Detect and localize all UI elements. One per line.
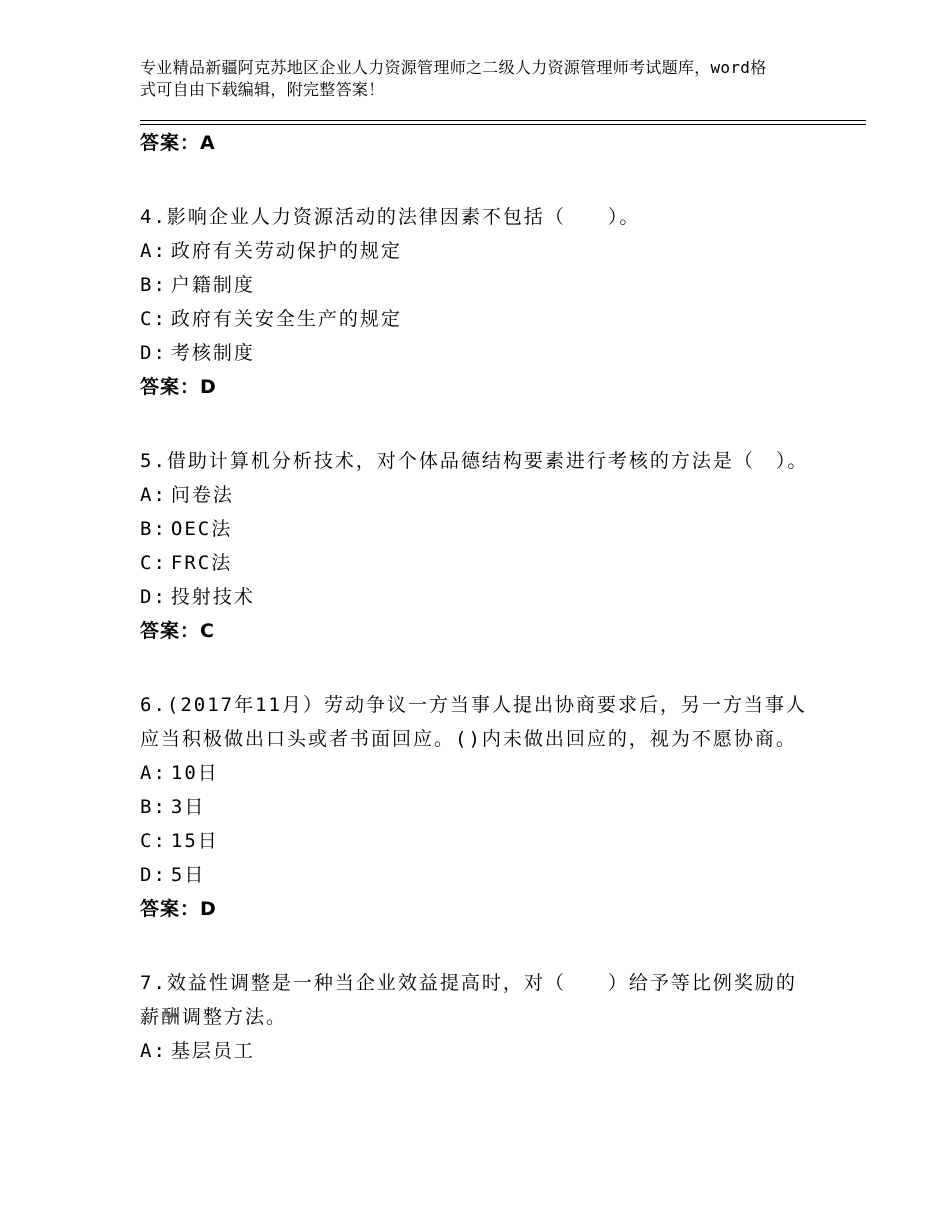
option-text: 政府有关劳动保护的规定	[170, 240, 402, 262]
document-content	[140, 126, 810, 1068]
question-text: 7.效益性调整是一种当企业效益提高时，对（ ）给予等比例奖励的薪酬调整方法。	[140, 972, 797, 1028]
option-text: 3日	[170, 796, 206, 818]
option-letter: D:	[140, 342, 167, 364]
option-text: 政府有关安全生产的规定	[170, 308, 402, 330]
document-header: 专业精品新疆阿克苏地区企业人力资源管理师之二级人力资源管理师考试题库，word格式可自由下载编辑，附完整答案！	[140, 58, 767, 99]
answer-line: 答案：D	[140, 898, 217, 920]
question-text: 5.借助计算机分析技术，对个体品德结构要素进行考核的方法是（ ）。	[140, 450, 809, 472]
question-block	[140, 200, 810, 404]
option-item	[140, 580, 810, 614]
option-text: 投射技术	[170, 586, 255, 608]
option-letter: B:	[140, 274, 167, 296]
option-letter: B:	[140, 796, 167, 818]
option-item	[140, 302, 810, 336]
option-letter: A:	[140, 762, 167, 784]
answer-line: 答案：D	[140, 376, 217, 398]
question-text: 6.(2017年11月）劳动争议一方当事人提出协商要求后，另一方当事人应当积极做出口头或者书面回应。()内未做出回应的，视为不愿协商。	[140, 694, 807, 750]
header-rule-thick	[140, 124, 866, 125]
option-text: 10日	[170, 762, 219, 784]
option-text: 基层员工	[170, 1040, 255, 1062]
question-block	[140, 688, 810, 926]
option-letter: D:	[140, 864, 167, 886]
option-item	[140, 234, 810, 268]
answer-line: 答案：C	[140, 620, 215, 642]
option-item	[140, 1034, 810, 1068]
option-item	[140, 824, 810, 858]
option-letter: D:	[140, 586, 167, 608]
option-letter: A:	[140, 484, 167, 506]
option-letter: C:	[140, 552, 167, 574]
option-letter: C:	[140, 830, 167, 852]
option-text: 问卷法	[170, 484, 234, 506]
option-letter: A:	[140, 1040, 167, 1062]
option-item	[140, 756, 810, 790]
option-item	[140, 858, 810, 892]
answer-line: 答案：A	[140, 132, 216, 154]
question-block	[140, 966, 810, 1068]
option-text: FRC法	[170, 552, 233, 574]
option-item	[140, 336, 810, 370]
option-text: OEC法	[170, 518, 233, 540]
option-letter: B:	[140, 518, 167, 540]
question-block	[140, 444, 810, 648]
question-text: 4.影响企业人力资源活动的法律因素不包括（ ）。	[140, 206, 641, 228]
option-letter: C:	[140, 308, 167, 330]
option-item	[140, 478, 810, 512]
option-item	[140, 268, 810, 302]
option-text: 户籍制度	[170, 274, 255, 296]
option-item	[140, 546, 810, 580]
option-text: 考核制度	[170, 342, 255, 364]
option-text: 15日	[170, 830, 219, 852]
option-text: 5日	[170, 864, 206, 886]
option-item	[140, 512, 810, 546]
option-item	[140, 790, 810, 824]
option-letter: A:	[140, 240, 167, 262]
header-rule-thin	[140, 120, 866, 121]
